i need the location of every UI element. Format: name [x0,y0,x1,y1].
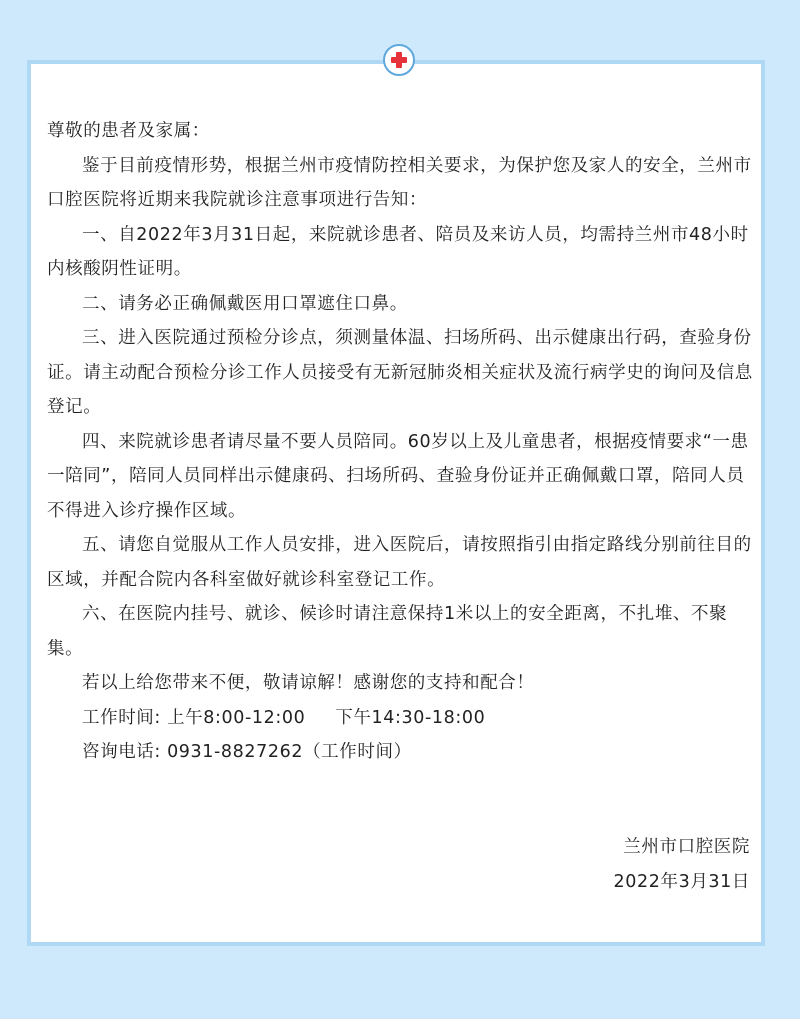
afternoon-hours: 下午14:30-18:00 [335,707,486,728]
medical-cross-icon [390,51,408,69]
signature-date: 2022年3月31日 [613,871,750,892]
signature-org: 兰州市口腔医院 [623,837,750,857]
notice-item-1: 一、自2022年3月31日起，来院就诊患者、陪员及来访人员，均需持兰州市48小时内核酸阴性证明。 [47,224,749,279]
notice-item-4: 四、来院就诊患者请尽量不要人员陪同。60岁以上及儿童患者，根据疫情要求“一患一陪同”，陪同人员同样出示健康码、扫场所码、查验身份证并正确佩戴口罩，陪同人员不得进入诊疗操作区域。 [47,431,749,521]
notice-item-6: 六、在医院内挂号、就诊、候诊时请注意保持1米以上的安全距离，不扎堆、不聚集。 [47,604,728,659]
intro-paragraph: 鉴于目前疫情形势，根据兰州市疫情防控相关要求，为保护您及家人的安全，兰州市口腔医院将近期来我院就诊注意事项进行告知： [47,155,752,210]
phone-note: （工作时间） [303,742,412,762]
notice-item-3: 三、进入医院通过预检分诊点，须测量体温、扫场所码、出示健康出行码，查验身份证。请主动配合预检分诊工作人员接受有无新冠肺炎相关症状及流行病学史的询问及信息登记。 [47,328,753,417]
working-hours-label: 工作时间: [82,707,161,728]
phone-number: 0931-8827262 [167,742,304,762]
working-hours [47,701,757,736]
medical-cross-badge [383,44,415,76]
phone-label: 咨询电话: [82,742,161,762]
notice-item-2: 二、请务必正确佩戴医用口罩遮住口鼻。 [82,293,408,314]
apology-line: 若以上给您带来不便，敬请谅解！感谢您的支持和配合！ [82,673,535,693]
signature-block [614,830,750,899]
notice-body [47,114,757,770]
morning-hours: 上午8:00-12:00 [167,707,306,728]
notice-item-5: 五、请您自觉服从工作人员安排，进入医院后，请按照指引由指定路线分别前往目的区域，并配合院内各科室做好就诊科室登记工作。 [47,535,752,590]
consult-phone [47,735,757,770]
greeting: 尊敬的患者及家属： [47,121,210,141]
